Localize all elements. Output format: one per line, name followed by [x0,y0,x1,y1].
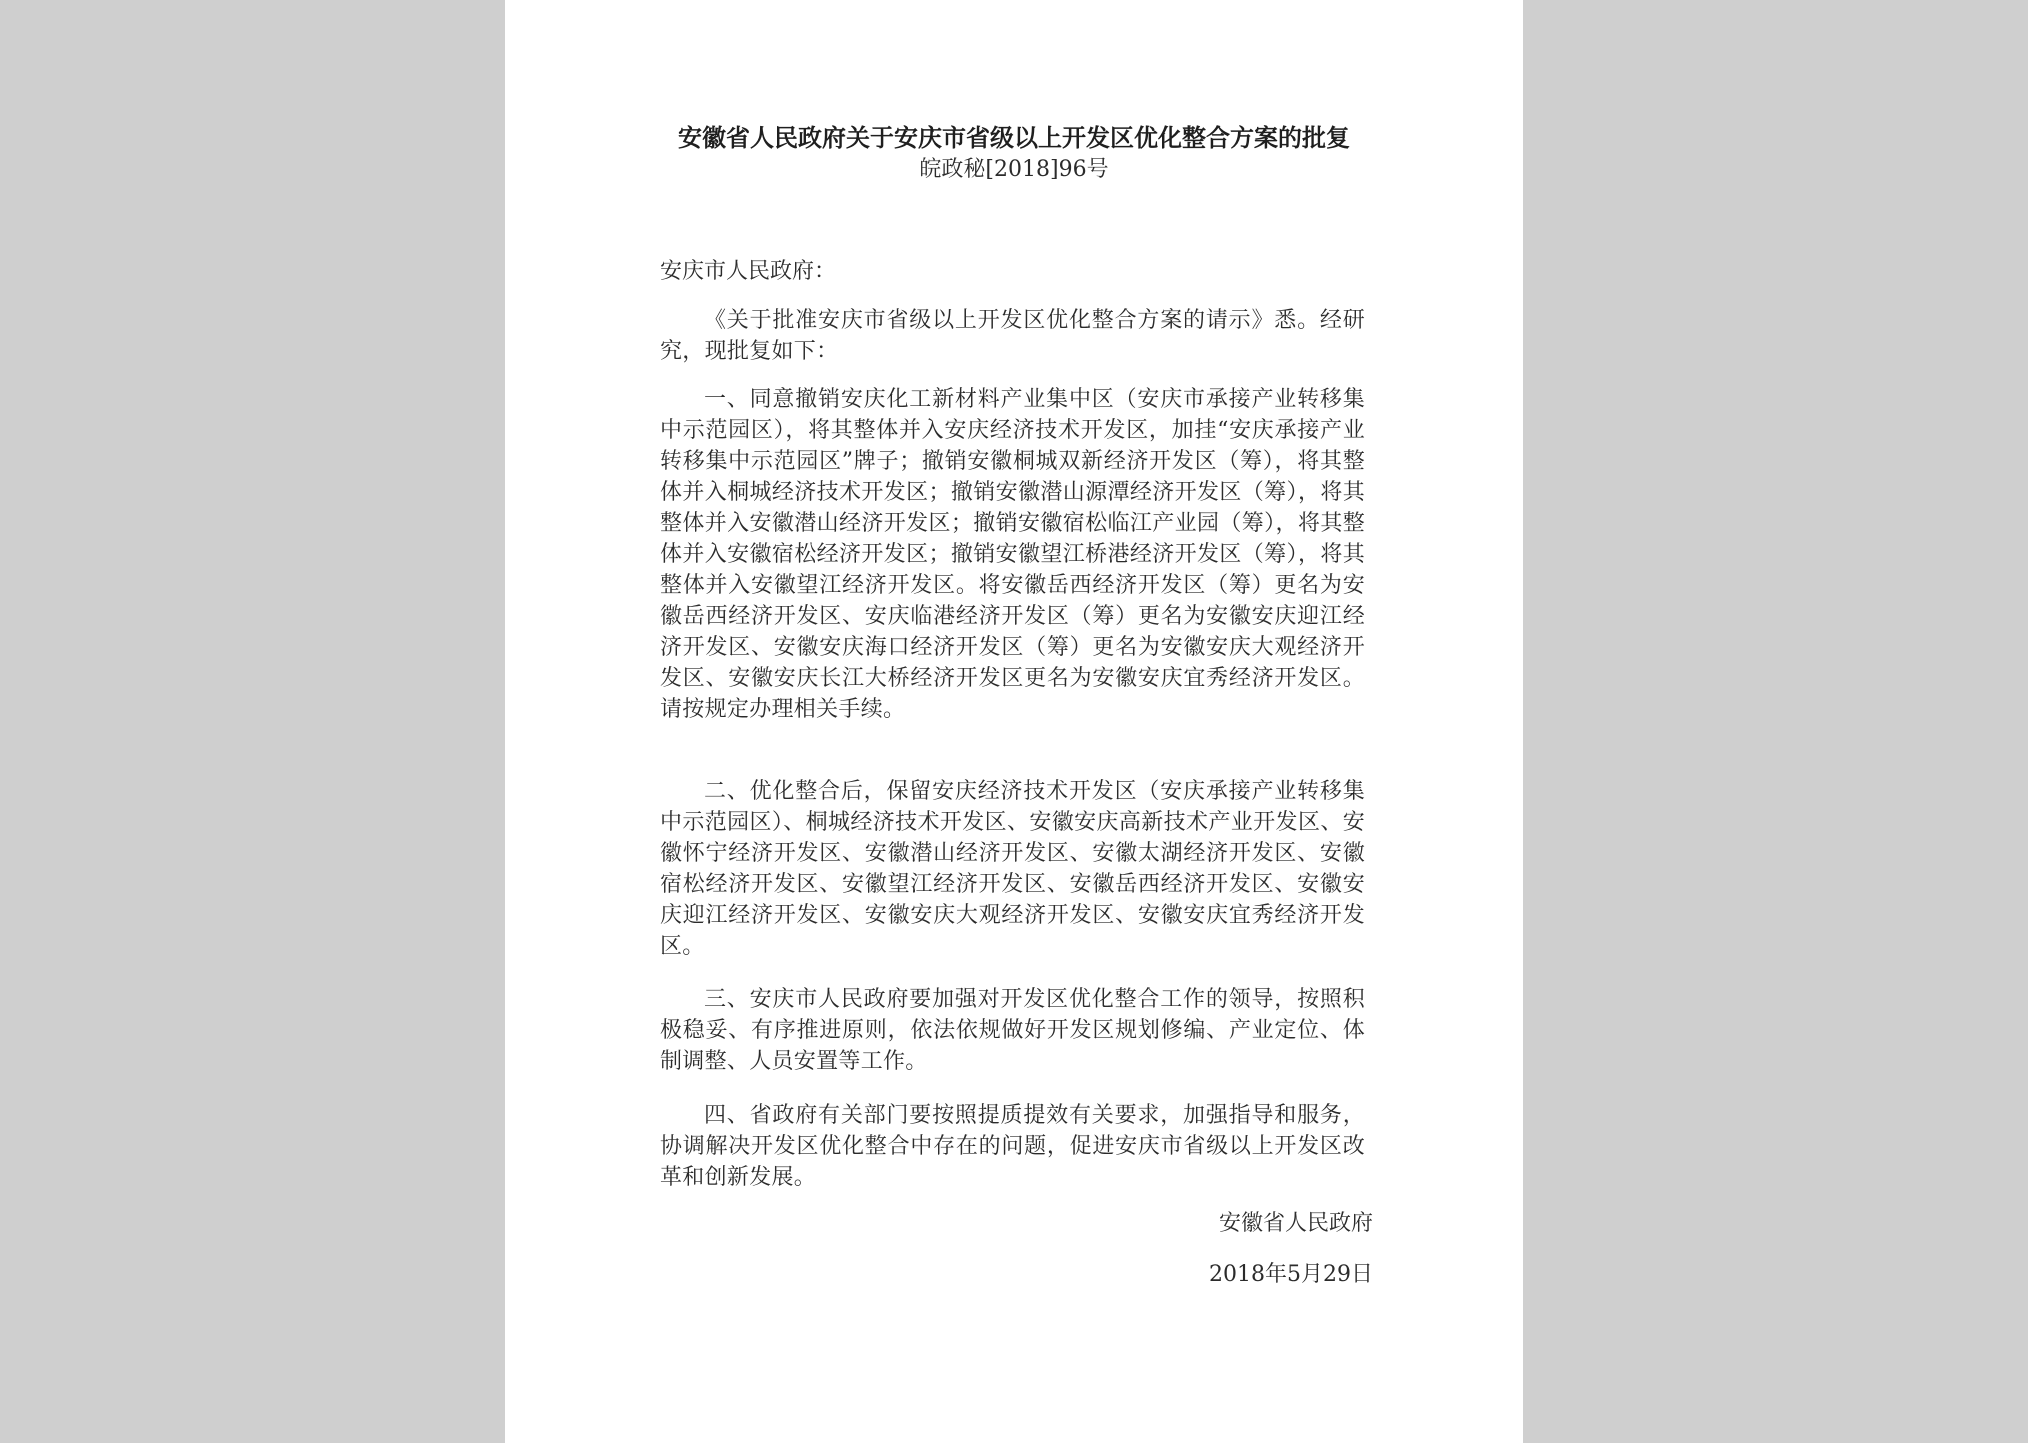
paragraph-item-3: 三、安庆市人民政府要加强对开发区优化整合工作的领导，按照积极稳妥、有序推进原则，依法依规做好开发区规划修编、产业定位、体制调整、人员安置等工作。 [660,987,1365,1074]
paragraph-item-2: 二、优化整合后，保留安庆经济技术开发区（安庆承接产业转移集中示范园区）、桐城经济技术开发区、安徽安庆高新技术产业开发区、安徽怀宁经济开发区、安徽潜山经济开发区、安徽太湖经济开发区、安徽宿松经济开发区、安徽望江经济开发区、安徽岳西经济开发区、安徽安庆迎江经济开发区、安徽安庆大观经济开发区、安徽安庆宜秀经济开发区。 [660,779,1365,959]
document-page [505,0,1523,1443]
signer: 安徽省人民政府 [1218,1211,1373,1236]
document-date: 2018年5月29日 [1209,1262,1373,1287]
paragraph-intro: 《关于批准安庆市省级以上开发区优化整合方案的请示》悉。经研究，现批复如下： [660,308,1365,364]
addressee: 安庆市人民政府： [660,259,837,284]
paragraph-item-1: 一、同意撤销安庆化工新材料产业集中区（安庆市承接产业转移集中示范园区），将其整体并入安庆经济技术开发区，加挂“安庆承接产业转移集中示范园区”牌子；撤销安徽桐城双新经济开发区（筹），将其整体并入桐城经济技术开发区；撤销安徽潜山源潭经济开发区（筹），将其整体并入安徽潜山经济开发区；撤销安徽宿松临江产业园（筹），将其整体并入安徽宿松经济开发区；撤销安徽望江桥港经济开发区（筹），将其整体并入安徽望江经济开发区。将安徽岳西经济开发区（筹）更名为安徽岳西经济开发区、安庆临港经济开发区（筹）更名为安徽安庆迎江经济开发区、安徽安庆海口经济开发区（筹）更名为安徽安庆大观经济开发区、安徽安庆长江大桥经济开发区更名为安徽安庆宜秀经济开发区。请按规定办理相关手续。 [660,387,1365,722]
document-number: 皖政秘[2018]96号 [919,157,1109,182]
paragraph-item-4: 四、省政府有关部门要按照提质提效有关要求，加强指导和服务，协调解决开发区优化整合中存在的问题，促进安庆市省级以上开发区改革和创新发展。 [660,1103,1365,1190]
document-title: 安徽省人民政府关于安庆市省级以上开发区优化整合方案的批复 [678,123,1350,152]
